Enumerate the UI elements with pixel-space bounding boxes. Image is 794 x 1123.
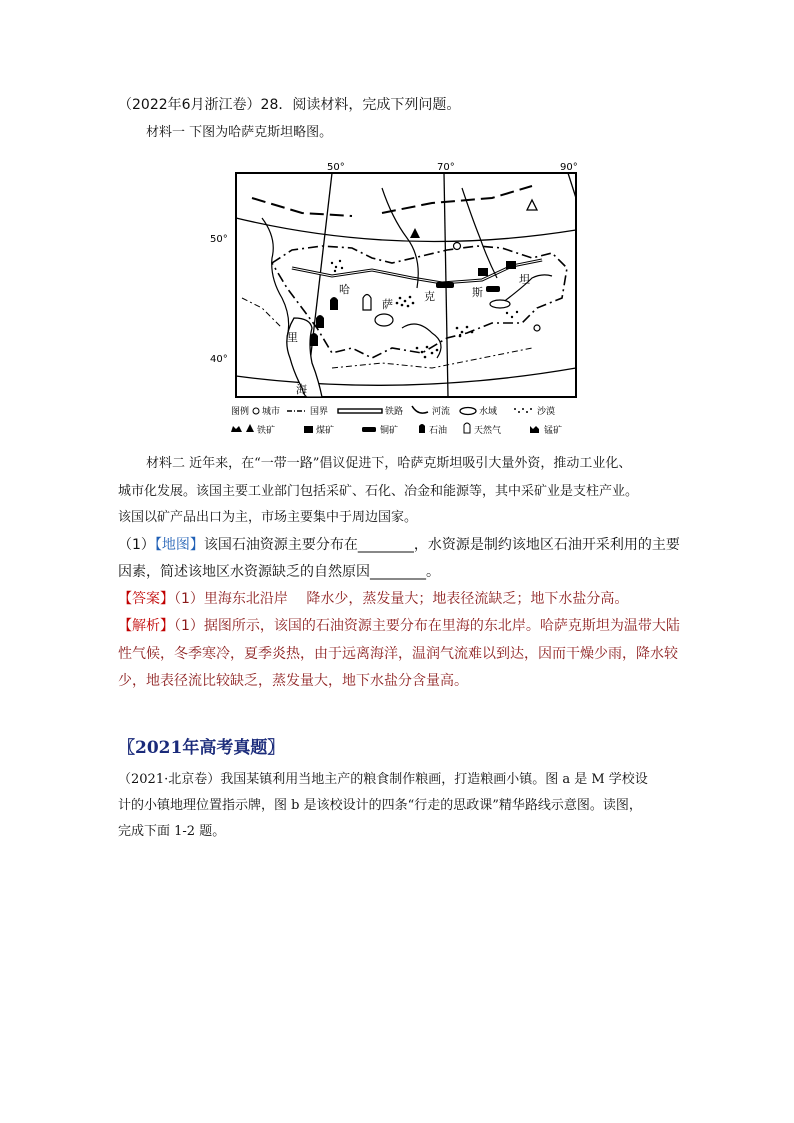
city-marker: [534, 325, 540, 331]
q2021-line-3: 完成下面 1-2 题。: [118, 824, 226, 839]
analysis-text: （1）据图所示，该国的石油资源主要分布在里海的东北岸。哈萨克斯坦为温带大陆: [174, 618, 680, 634]
aral-sea: [375, 314, 393, 326]
legend-title: 图例: [231, 407, 250, 417]
coal-icon: [506, 261, 516, 269]
material-two-line-2: 城市化发展。该国主要工业部门包括采矿、石化、冶金和能源等，其中采矿业是支柱产业。: [118, 484, 639, 499]
material-one: 材料一 下图为哈萨克斯坦略图。: [146, 125, 333, 140]
legend-row-2: [231, 423, 562, 436]
answer-line: [118, 589, 628, 609]
label-li: 里: [287, 331, 298, 344]
question-header: （2022年6月浙江卷）28．阅读材料，完成下列问题。: [118, 97, 461, 113]
analysis-line-1: [118, 616, 680, 636]
analysis-tag: 【解析】: [118, 618, 174, 634]
label-ha: 哈: [339, 283, 350, 296]
label-sa: 萨: [382, 298, 393, 311]
copper-icon: [486, 286, 500, 292]
answer-tag: 【答案】: [118, 591, 174, 607]
legend-city: 城市: [262, 407, 281, 417]
section-title: 〖2021年高考真题〗: [118, 738, 285, 758]
legend-border: 国界: [310, 407, 329, 417]
legend-gas: 天然气: [474, 426, 502, 436]
question-text: 该国石油资源主要分布在________，水资源是制约该地区石油开采利用的主要: [203, 537, 680, 553]
oil-icon: [310, 333, 318, 346]
legend-row-1: [231, 405, 555, 417]
legend-coal: 煤矿: [316, 426, 335, 436]
analysis-line-2: 性气候，冬季寒冷，夏季炎热，由于远离海洋，温润气流难以到达，因而干燥少雨，降水较: [118, 646, 678, 662]
legend-railway: 铁路: [385, 407, 404, 417]
kazakhstan-map: [210, 158, 584, 436]
legend-desert: 沙漠: [537, 407, 556, 417]
q2021-line-1: （2021·北京卷）我国某镇利用当地主产的粮食制作粮画，打造粮画小镇。图 a 是 M 学校设: [118, 772, 648, 787]
question-tag: 【地图】: [154, 537, 204, 553]
coal-icon: [478, 268, 488, 276]
legend-river: 河流: [432, 407, 451, 417]
question-line-1: [118, 535, 680, 555]
label-tan: 坦: [519, 273, 530, 286]
lon-label-50: 50°: [327, 162, 345, 173]
city-marker: [454, 243, 461, 250]
oil-icon: [316, 315, 324, 328]
lon-label-70: 70°: [437, 162, 455, 173]
legend-copper: 铜矿: [380, 426, 399, 436]
lat-label-50: 50°: [210, 234, 228, 245]
copper-icon: [436, 282, 454, 288]
lon-label-90: 90°: [560, 162, 578, 173]
legend-water: 水域: [479, 407, 498, 417]
legend-iron: 铁矿: [257, 426, 276, 436]
label-ke: 克: [424, 290, 435, 303]
label-hai: 海: [296, 383, 307, 396]
oil-icon: [330, 297, 338, 310]
material-two-line-1: 材料二 近年来，在“一带一路”倡议促进下，哈萨克斯坦吸引大量外资，推动工业化、: [146, 456, 632, 471]
answer-text: （1）里海东北沿岸 降水少，蒸发量大；地表径流缺乏；地下水盐分高。: [174, 591, 629, 607]
question-number: （1）: [118, 537, 155, 553]
analysis-line-3: 少，地表径流比较缺乏，蒸发量大，地下水盐分含量高。: [118, 673, 468, 689]
q2021-line-2: 计的小镇地理位置指示牌，图 b 是该校设计的四条“行走的思政课”精华路线示意图。读图，: [118, 798, 642, 813]
legend-oil: 石油: [429, 426, 448, 436]
question-line-2: 因素，简述该地区水资源缺乏的自然原因________。: [118, 564, 440, 580]
lat-label-40: 40°: [210, 354, 228, 365]
lake-balkhash: [490, 300, 510, 308]
material-two-line-3: 该国以矿产品出口为主，市场主要集中于周边国家。: [118, 510, 418, 525]
label-si: 斯: [472, 286, 483, 299]
legend-manganese: 锰矿: [544, 426, 563, 436]
